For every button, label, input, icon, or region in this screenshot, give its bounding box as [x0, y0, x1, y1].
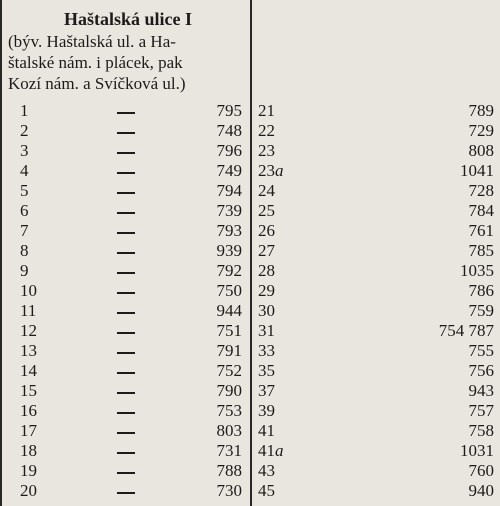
dash-separator — [117, 232, 135, 234]
house-number-digits: 13 — [20, 341, 37, 360]
house-number-digits: 17 — [20, 421, 37, 440]
table-row — [0, 341, 250, 361]
house-number — [20, 281, 37, 301]
house-number-digits: 43 — [258, 461, 275, 480]
conscription-number: 795 — [216, 101, 242, 120]
house-number — [20, 441, 37, 461]
house-number — [258, 401, 275, 421]
dash-separator — [117, 432, 135, 434]
house-number — [258, 261, 275, 281]
dash-separator — [117, 412, 135, 414]
house-number — [258, 121, 275, 141]
table-row — [252, 481, 500, 501]
house-number-digits: 18 — [20, 441, 37, 460]
conscription-number: 791 — [216, 341, 242, 360]
house-number — [20, 381, 37, 401]
conscription-number: 788 — [216, 461, 242, 480]
conscription-number: 1041 — [460, 161, 494, 180]
conscription-number: 757 — [468, 401, 494, 420]
house-number-digits: 14 — [20, 361, 37, 380]
conscription-number: 752 — [216, 361, 242, 380]
house-number-digits: 31 — [258, 321, 275, 340]
table-row — [0, 181, 250, 201]
conscription-number: 793 — [216, 221, 242, 240]
table-row — [0, 261, 250, 281]
section-title: Haštalská ulice I — [63, 9, 192, 29]
house-number — [258, 441, 284, 461]
conscription-number: 808 — [468, 141, 494, 160]
house-number-suffix: a — [275, 441, 284, 460]
house-number — [258, 461, 275, 481]
table-row — [0, 481, 250, 501]
table-row — [0, 201, 250, 221]
conscription-number: 728 — [468, 181, 494, 200]
section-header — [8, 8, 248, 94]
table-row — [252, 221, 500, 241]
dash-separator — [117, 292, 135, 294]
house-number — [258, 301, 275, 321]
table-row — [0, 121, 250, 141]
house-number — [20, 481, 37, 501]
conscription-number: 794 — [216, 181, 242, 200]
house-number-digits: 23 — [258, 161, 275, 180]
house-number — [258, 281, 275, 301]
house-number-digits: 25 — [258, 201, 275, 220]
house-number-digits: 8 — [20, 241, 29, 260]
conscription-number: 730 — [216, 481, 242, 500]
conscription-number: 749 — [216, 161, 242, 180]
house-number — [258, 481, 275, 501]
house-number-digits: 28 — [258, 261, 275, 280]
table-row — [0, 221, 250, 241]
dash-separator — [117, 392, 135, 394]
conscription-number: 755 — [468, 341, 494, 360]
dash-separator — [117, 172, 135, 174]
table-row — [252, 341, 500, 361]
house-number — [20, 121, 29, 141]
house-number-digits: 41 — [258, 441, 275, 460]
table-row — [252, 301, 500, 321]
conscription-number: 803 — [216, 421, 242, 440]
dash-separator — [117, 132, 135, 134]
house-number-digits: 19 — [20, 461, 37, 480]
house-number-digits: 16 — [20, 401, 37, 420]
dash-separator — [117, 332, 135, 334]
house-number-digits: 4 — [20, 161, 29, 180]
table-row — [252, 441, 500, 461]
dash-separator — [117, 452, 135, 454]
house-number — [258, 201, 275, 221]
table-row — [252, 381, 500, 401]
house-number — [20, 181, 29, 201]
house-number-digits: 30 — [258, 301, 275, 320]
table-row — [0, 161, 250, 181]
house-number-digits: 33 — [258, 341, 275, 360]
house-number — [20, 421, 37, 441]
house-number — [20, 261, 29, 281]
table-row — [252, 101, 500, 121]
table-row — [252, 361, 500, 381]
conscription-number: 792 — [216, 261, 242, 280]
dash-separator — [117, 112, 135, 114]
conscription-number: 748 — [216, 121, 242, 140]
house-number-digits: 23 — [258, 141, 275, 160]
left-column — [0, 101, 250, 501]
house-number — [258, 421, 275, 441]
table-row — [252, 281, 500, 301]
house-number-digits: 20 — [20, 481, 37, 500]
conscription-number: 739 — [216, 201, 242, 220]
house-number-digits: 15 — [20, 381, 37, 400]
house-number-digits: 26 — [258, 221, 275, 240]
house-number-digits: 9 — [20, 261, 29, 280]
conscription-number: 754 787 — [438, 321, 494, 340]
house-number — [258, 141, 275, 161]
table-row — [252, 241, 500, 261]
house-number-digits: 37 — [258, 381, 275, 400]
conscription-number: 944 — [216, 301, 242, 320]
house-number — [20, 101, 29, 121]
conscription-number: 758 — [468, 421, 494, 440]
house-number — [20, 401, 37, 421]
conscription-number: 759 — [468, 301, 494, 320]
header-line-1: (býv. Haštalská ul. a Ha- — [8, 32, 176, 51]
table-row — [0, 401, 250, 421]
dash-separator — [117, 272, 135, 274]
dash-separator — [117, 312, 135, 314]
table-row — [0, 441, 250, 461]
house-number — [258, 381, 275, 401]
dash-separator — [117, 212, 135, 214]
conscription-number: 750 — [216, 281, 242, 300]
house-number — [20, 301, 36, 321]
table-row — [0, 321, 250, 341]
table-row — [252, 321, 500, 341]
table-row — [252, 401, 500, 421]
house-number — [258, 221, 275, 241]
conscription-number: 940 — [468, 481, 494, 500]
conscription-number: 784 — [468, 201, 494, 220]
table-row — [252, 461, 500, 481]
conscription-number: 751 — [216, 321, 242, 340]
table-row — [0, 281, 250, 301]
conscription-number: 731 — [216, 441, 242, 460]
house-number-digits: 12 — [20, 321, 37, 340]
house-number-digits: 3 — [20, 141, 29, 160]
table-row — [0, 301, 250, 321]
house-number — [20, 361, 37, 381]
dash-separator — [117, 192, 135, 194]
house-number — [20, 341, 37, 361]
house-number-digits: 6 — [20, 201, 29, 220]
house-number — [258, 321, 275, 341]
dash-separator — [117, 472, 135, 474]
house-number-digits: 22 — [258, 121, 275, 140]
house-number-digits: 27 — [258, 241, 275, 260]
conscription-number: 761 — [468, 221, 494, 240]
table-row — [252, 261, 500, 281]
table-row — [0, 361, 250, 381]
right-column — [252, 101, 500, 501]
house-number-digits: 29 — [258, 281, 275, 300]
table-row — [252, 161, 500, 181]
header-line-2: štalské nám. i plácek, pak — [8, 53, 183, 72]
header-line-3: Kozí nám. a Svíčková ul.) — [8, 74, 186, 93]
house-number-digits: 45 — [258, 481, 275, 500]
house-number-digits: 1 — [20, 101, 29, 120]
house-number — [258, 161, 284, 181]
conscription-number: 1031 — [460, 441, 494, 460]
house-number-digits: 35 — [258, 361, 275, 380]
conscription-number: 760 — [468, 461, 494, 480]
conscription-number: 943 — [468, 381, 494, 400]
conscription-number: 939 — [216, 241, 242, 260]
house-number-digits: 11 — [20, 301, 37, 320]
table-row — [0, 101, 250, 121]
table-row — [252, 121, 500, 141]
house-number-digits: 7 — [20, 221, 29, 240]
house-number — [20, 241, 29, 261]
house-number — [20, 321, 37, 341]
table-row — [252, 141, 500, 161]
table-row — [0, 241, 250, 261]
table-row — [252, 201, 500, 221]
house-number-digits: 10 — [20, 281, 37, 300]
house-number — [258, 341, 275, 361]
conscription-number: 796 — [216, 141, 242, 160]
dash-separator — [117, 252, 135, 254]
house-number — [258, 101, 275, 121]
conscription-number: 785 — [468, 241, 494, 260]
conscription-number: 789 — [468, 101, 494, 120]
house-number — [20, 221, 29, 241]
dash-separator — [117, 372, 135, 374]
house-number-digits: 21 — [258, 101, 275, 120]
conscription-number: 786 — [468, 281, 494, 300]
house-number — [258, 361, 275, 381]
house-number — [20, 161, 29, 181]
house-number — [20, 461, 37, 481]
house-number-digits: 24 — [258, 181, 275, 200]
house-number-digits: 5 — [20, 181, 29, 200]
dash-separator — [117, 492, 135, 494]
table-row — [0, 461, 250, 481]
table-row — [252, 421, 500, 441]
house-number-digits: 2 — [20, 121, 29, 140]
conscription-number: 729 — [468, 121, 494, 140]
conscription-number: 753 — [216, 401, 242, 420]
house-number — [20, 141, 29, 161]
house-number-suffix: a — [275, 161, 284, 180]
house-number — [258, 241, 275, 261]
table-row — [0, 421, 250, 441]
house-number-digits: 39 — [258, 401, 275, 420]
dash-separator — [117, 352, 135, 354]
house-number — [20, 201, 29, 221]
house-number-digits: 41 — [258, 421, 275, 440]
table-row — [252, 181, 500, 201]
dash-separator — [117, 152, 135, 154]
house-number — [258, 181, 275, 201]
conscription-number: 1035 — [460, 261, 494, 280]
conscription-number: 790 — [216, 381, 242, 400]
conscription-number: 756 — [468, 361, 494, 380]
table-row — [0, 141, 250, 161]
table-row — [0, 381, 250, 401]
